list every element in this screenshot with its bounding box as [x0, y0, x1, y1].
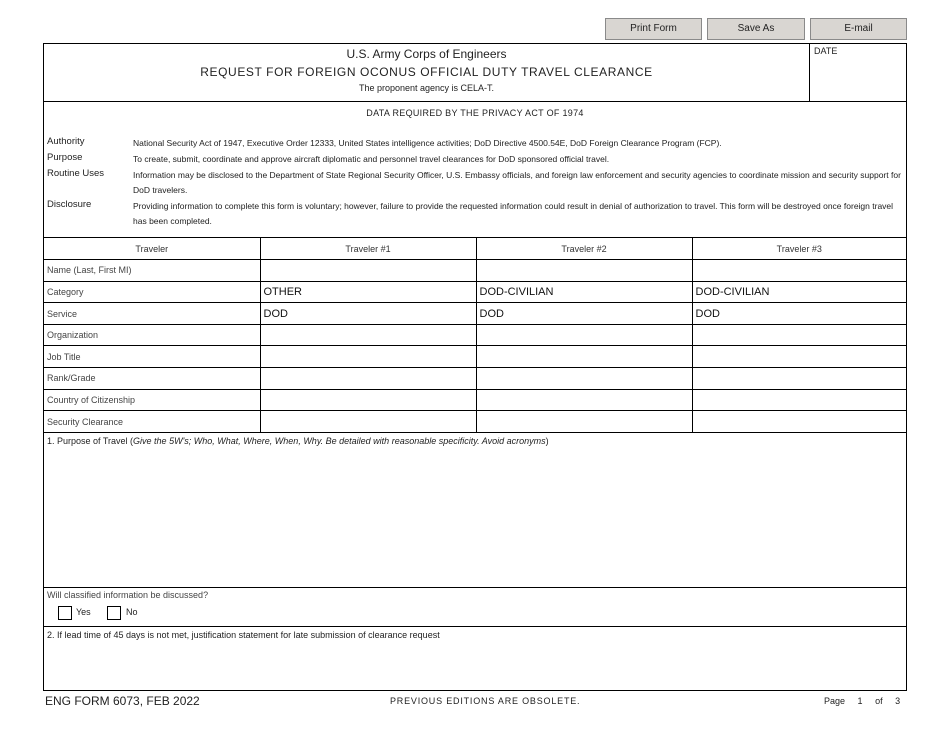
traveler-3-field[interactable] [692, 260, 906, 282]
traveler-2-field[interactable] [476, 346, 692, 368]
divider [44, 626, 906, 627]
organization-name: U.S. Army Corps of Engineers [346, 47, 507, 61]
traveler-1-field[interactable] [260, 389, 476, 411]
traveler-2-field[interactable] [476, 389, 692, 411]
traveler-3-field[interactable] [692, 324, 906, 346]
routine-uses-label: Routine Uses [47, 168, 105, 179]
page-label: Page [824, 696, 846, 706]
date-label: DATE [814, 46, 838, 56]
page-number: 1 [857, 696, 863, 706]
traveler-header-row [44, 238, 906, 260]
purpose-text: To create, submit, coordinate and approve aircraft diplomatic and personnel travel clearances for DoD sponsored official travel. [133, 154, 610, 164]
traveler-2-field[interactable]: DOD [476, 303, 692, 325]
traveler-1-field[interactable] [260, 324, 476, 346]
traveler-3-field[interactable]: DOD-CIVILIAN [692, 281, 906, 303]
column-header: Traveler #2 [476, 238, 692, 260]
row-label: Job Title [44, 346, 260, 368]
column-header: Traveler #1 [260, 238, 476, 260]
routine-uses-text: Information may be disclosed to the Department of State Regional Security Officer, U.S. Embassy officials, and foreign law enforcement and security agencies to coordinate mission and security support for DoD travelers. [133, 170, 901, 195]
row-label: Name (Last, First MI) [44, 260, 260, 282]
table-row [44, 368, 906, 390]
divider [44, 101, 906, 102]
save-as-button[interactable]: Save As [707, 18, 805, 40]
row-label: Rank/Grade [44, 368, 260, 390]
traveler-2-field[interactable] [476, 411, 692, 433]
purpose-of-travel-label: 1. Purpose of Travel (Give the 5W's; Who, What, Where, When, Why. Be detailed with reasonable specificity. Avoid acronyms) [47, 436, 549, 446]
purpose-hint: Give the 5W's; Who, What, Where, When, Why. Be detailed with reasonable specificity. Avoid acronyms [133, 436, 546, 446]
table-row [44, 389, 906, 411]
traveler-2-field[interactable] [476, 324, 692, 346]
table-row [44, 303, 906, 325]
traveler-1-field[interactable] [260, 260, 476, 282]
form-title: REQUEST FOR FOREIGN OCONUS OFFICIAL DUTY TRAVEL CLEARANCE [200, 65, 653, 79]
table-row [44, 346, 906, 368]
traveler-3-field[interactable] [692, 389, 906, 411]
disclosure-label: Disclosure [47, 199, 92, 210]
form-number: ENG FORM 6073, FEB 2022 [45, 694, 200, 708]
traveler-1-field[interactable]: OTHER [260, 281, 476, 303]
justification-field[interactable] [47, 644, 903, 688]
traveler-3-field[interactable] [692, 411, 906, 433]
traveler-2-field[interactable]: DOD-CIVILIAN [476, 281, 692, 303]
classified-no-label: No [126, 607, 138, 617]
authority-text: National Security Act of 1947, Executive Order 12333, United States intelligence activities; DoD Directive 4500.54E, DoD Foreign Clearance Program (FCP). [133, 138, 722, 148]
disclosure-text: Providing information to complete this form is voluntary; however, failure to provide the requested information could result in denial of authorization to travel. This form will be destroyed once foreign travel has been completed. [133, 201, 894, 226]
row-label: Security Clearance [44, 411, 260, 433]
column-header: Traveler [44, 238, 260, 260]
traveler-1-field[interactable] [260, 411, 476, 433]
traveler-1-field[interactable] [260, 368, 476, 390]
print-form-button[interactable]: Print Form [605, 18, 702, 40]
row-label: Service [44, 303, 260, 325]
classified-yes-checkbox[interactable] [58, 606, 72, 620]
divider [44, 587, 906, 588]
page-total: 3 [895, 696, 901, 706]
authority-label: Authority [47, 136, 85, 147]
purpose-of-travel-field[interactable] [47, 451, 903, 585]
obsolete-notice: PREVIOUS EDITIONS ARE OBSOLETE. [390, 696, 581, 706]
page-indicator [824, 696, 910, 706]
classified-yes-label: Yes [76, 607, 91, 617]
table-row [44, 260, 906, 282]
traveler-3-field[interactable]: DOD [692, 303, 906, 325]
row-label: Country of Citizenship [44, 389, 260, 411]
of-label: of [875, 696, 883, 706]
traveler-table [44, 238, 906, 433]
classified-question: Will classified information be discussed? [47, 590, 209, 600]
classified-no-checkbox[interactable] [107, 606, 121, 620]
travel-clearance-form [43, 43, 907, 691]
traveler-2-field[interactable] [476, 260, 692, 282]
traveler-2-field[interactable] [476, 368, 692, 390]
privacy-act-title: DATA REQUIRED BY THE PRIVACY ACT OF 1974 [366, 108, 584, 118]
row-label: Organization [44, 324, 260, 346]
email-button[interactable]: E-mail [810, 18, 907, 40]
traveler-1-field[interactable]: DOD [260, 303, 476, 325]
traveler-3-field[interactable] [692, 346, 906, 368]
table-row [44, 411, 906, 433]
traveler-1-field[interactable] [260, 346, 476, 368]
traveler-3-field[interactable] [692, 368, 906, 390]
proponent-agency: The proponent agency is CELA-T. [358, 83, 495, 93]
purpose-label: Purpose [47, 152, 83, 163]
justification-label: 2. If lead time of 45 days is not met, justification statement for late submission of clearance request [47, 630, 440, 640]
date-field[interactable] [811, 58, 906, 100]
table-row [44, 281, 906, 303]
form-header [44, 44, 810, 101]
table-row [44, 324, 906, 346]
column-header: Traveler #3 [692, 238, 906, 260]
row-label: Category [44, 281, 260, 303]
